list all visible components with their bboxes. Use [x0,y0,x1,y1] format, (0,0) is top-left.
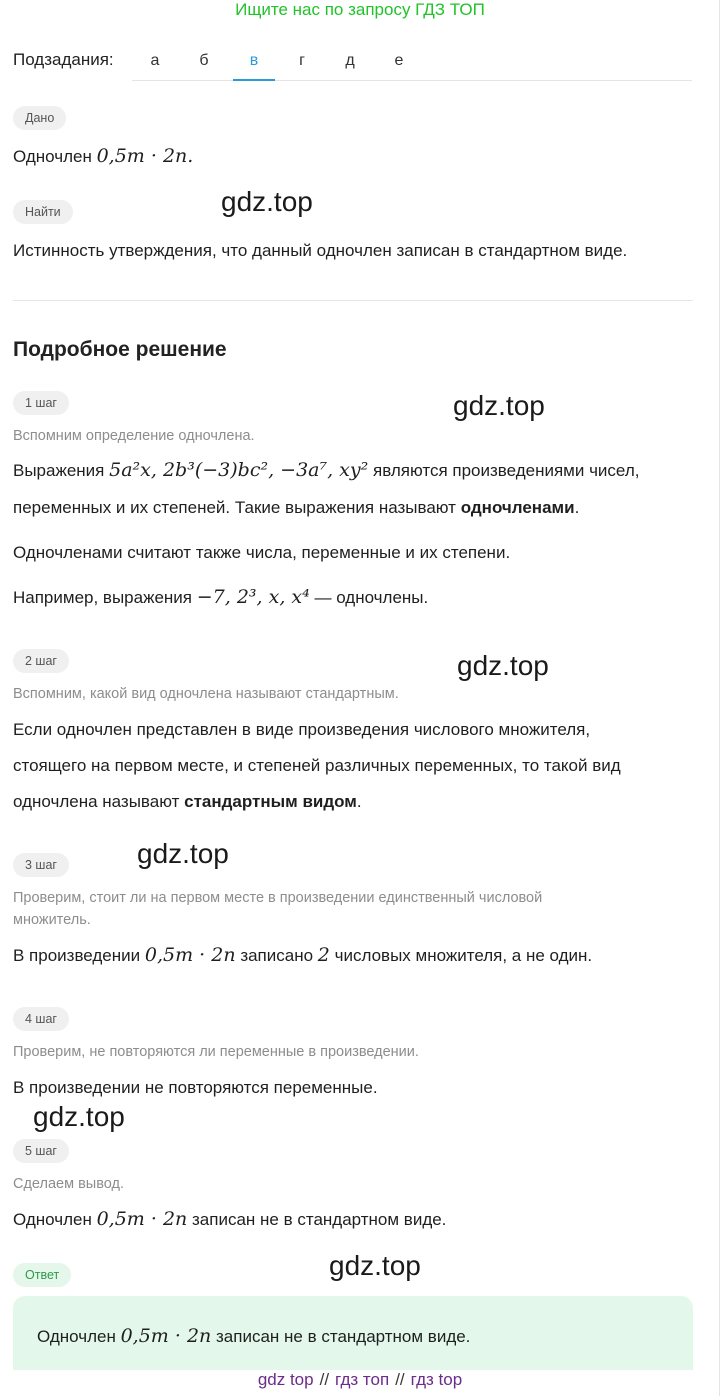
step-1-expressions: 5a²x, 2b³(−3)bc², −3a⁷, xy² [109,459,369,481]
footer-link-2[interactable]: гдз топ [335,1370,390,1389]
footer-separator: // [395,1370,405,1389]
step-1-hint: Вспомним определение одночлена. [13,428,255,444]
step-2-line-1: Если одночлен представлен в виде произведения числового множителя, [13,720,591,739]
step-5-expression: 0,5m · 2n [96,1208,188,1230]
top-banner: Ищите нас по запросу ГДЗ ТОП [235,0,485,19]
watermark: gdz.top [33,1101,125,1132]
step-4-hint: Проверим, не повторяются ли переменные в произведении. [13,1044,419,1060]
step-2-line-2: стоящего на первом месте, и степеней различных переменных, то такой вид [13,756,621,775]
step-1-example-expressions: −7, 2³, x, x⁴ [196,586,310,608]
step-5-chip: 5 шаг [13,1139,69,1163]
step-1-paragraph-2: Одночленами считают также числа, переменные и их степени. [13,543,511,562]
given-chip: Дано [13,106,66,130]
tab-v[interactable]: в [249,52,259,69]
step-1-paragraph-3: Например, выражения −7, 2³, x, x⁴ — одночлены. [13,586,429,608]
subtasks-label: Подзадания: [13,50,114,69]
watermark: gdz.top [137,838,229,869]
tab-e[interactable]: е [394,52,404,69]
tab-g[interactable]: г [299,52,305,69]
section-divider [13,300,693,301]
step-1-chip: 1 шаг [13,391,69,415]
watermark: gdz.top [329,1250,421,1281]
active-tab-indicator [233,79,275,81]
given-text: Одночлен 0,5m · 2n. [13,145,194,167]
watermark: gdz.top [221,186,313,217]
footer-link-3[interactable]: гдз top [410,1370,463,1389]
answer-expression: 0,5m · 2n [120,1325,212,1347]
footer [0,1370,720,1390]
watermark: gdz.top [457,650,549,681]
given-expression: 0,5m · 2n. [96,145,194,167]
step-3-hint-line-2: множитель. [13,912,91,928]
step-3-count: 2 [317,944,330,966]
tab-a[interactable]: а [150,52,160,69]
tab-b[interactable]: б [199,52,209,69]
answer-text: Одночлен 0,5m · 2n записан не в стандартном виде. [37,1325,471,1347]
step-2-chip: 2 шаг [13,649,69,673]
footer-separator: // [319,1370,330,1389]
step-3-chip: 3 шаг [13,853,69,877]
step-3-text: В произведении 0,5m · 2n записано 2 числовых множителя, а не один. [13,944,593,966]
step-4-chip: 4 шаг [13,1007,69,1031]
find-chip: Найти [13,200,73,224]
step-3-expression: 0,5m · 2n [144,944,236,966]
step-5-hint: Сделаем вывод. [13,1176,125,1192]
step-2-line-3: одночлена называют стандартным видом. [13,792,362,811]
step-5-text: Одночлен 0,5m · 2n записан не в стандартном виде. [13,1208,447,1230]
watermark: gdz.top [453,390,545,421]
footer-link-1[interactable]: gdz top [257,1370,314,1389]
step-2-hint: Вспомним, какой вид одночлена называют стандартным. [13,686,399,702]
step-1-paragraph: Выражения 5a²x, 2b³(−3)bc², −3a⁷, xy² являются произведениями чисел, [13,459,640,481]
step-4-text: В произведении не повторяются переменные. [13,1078,378,1097]
solution-title: Подробное решение [13,338,227,361]
subtask-tabs [132,44,692,81]
answer-chip: Ответ [13,1263,71,1287]
tab-d[interactable]: д [345,52,355,69]
find-text: Истинность утверждения, что данный одночлен записан в стандартном виде. [13,241,628,260]
step-1-paragraph-line2: переменных и их степеней. Такие выражения называют одночленами. [13,498,580,517]
step-3-hint-line-1: Проверим, стоит ли на первом месте в произведении единственный числовой [13,890,543,906]
